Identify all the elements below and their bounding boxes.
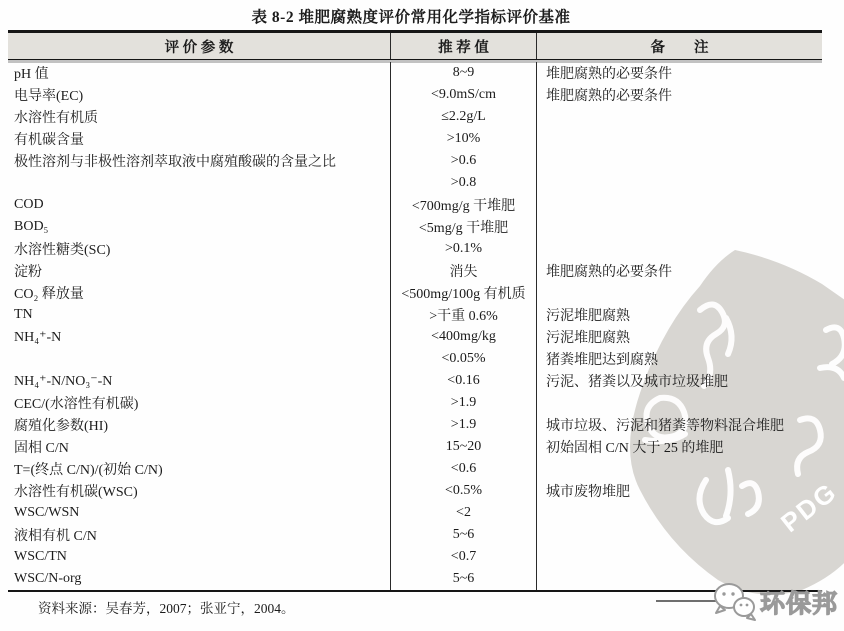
cell-parameter: 水溶性糖类(SC) [14,243,111,258]
cell-parameter: NH₄⁺-N [14,329,62,345]
cell-recommended-value: >1.9 [390,392,537,414]
cell-parameter: WSC/WSN [14,505,80,520]
cell-parameter: WSC/N-org [14,571,82,586]
cell-parameter: 腐殖化参数(HI) [14,419,109,434]
cell-remark [537,392,822,414]
logo-rule-line [656,600,718,602]
cell-recommended-value: 消失 [390,260,537,282]
cell-remark: 猪粪堆肥达到腐熟 [546,353,658,368]
cell-parameter: TN [14,307,33,322]
source-note: 资料来源：吴春芳，2007；张亚宁，2004。 [38,601,295,616]
cell-parameter: 有机碳含量 [14,133,84,148]
table-row [8,436,822,458]
logo-text: 环保邦 [760,590,839,618]
cell-parameter [8,172,390,194]
cell-recommended-value: 15~20 [390,436,537,458]
cell-remark [537,194,822,216]
cell-parameter: 水溶性有机质 [14,111,98,126]
cell-remark [537,458,822,480]
header-remarks: 备 注 [650,39,709,56]
cell-remark [537,546,822,568]
cell-recommended-value: 5~6 [390,524,537,546]
cell-recommended-value: >0.8 [390,172,537,194]
cell-parameter: 固相 C/N [14,441,69,456]
criteria-table [8,30,822,592]
cell-recommended-value: ≤2.2g/L [390,106,537,128]
cell-recommended-value: <0.7 [390,546,537,568]
cell-remark: 初始固相 C/N 大于 25 的堆肥 [546,441,724,456]
cell-parameter: BOD₅ [14,219,49,234]
cell-recommended-value: <0.5% [390,480,537,502]
cell-remark [537,106,822,128]
table-body [8,60,822,592]
table-row [8,194,822,216]
table-header-row [8,30,822,60]
cell-remark: 堆肥腐熟的必要条件 [546,89,672,104]
table-row [8,392,822,414]
table-row [8,150,822,172]
cell-parameter: 液相有机 C/N [14,529,97,544]
cell-recommended-value: <500mg/100g 有机质 [390,282,537,304]
cell-recommended-value: <700mg/g 干堆肥 [390,194,537,216]
table-row [8,106,822,128]
pdg-watermark-label: PDG [775,476,843,539]
cell-remark [537,524,822,546]
table-row [8,414,822,436]
cell-remark: 污泥堆肥腐熟 [546,331,630,346]
cell-parameter [8,348,390,370]
cell-remark [537,172,822,194]
cell-remark: 堆肥腐熟的必要条件 [546,265,672,280]
cell-recommended-value: >0.6 [390,150,537,172]
cell-recommended-value: 5~6 [390,568,537,590]
cell-recommended-value: >10% [390,128,537,150]
cell-parameter: 极性溶剂与非极性溶剂萃取液中腐殖酸碳的含量之比 [14,155,336,170]
table-row [8,546,822,568]
table-row [8,524,822,546]
cell-parameter: pH 值 [14,67,49,82]
cell-remark [537,502,822,524]
cell-remark: 城市废物堆肥 [546,485,630,500]
cell-remark [537,150,822,172]
huanbaobang-logo [656,580,841,628]
table-row [8,260,822,282]
table-row [8,238,822,260]
cell-parameter: T=(终点 C/N)/(初始 C/N) [14,463,163,478]
cell-recommended-value: <400mg/kg [390,326,537,348]
cell-recommended-value: >0.1% [390,238,537,260]
cell-remark [537,128,822,150]
table-row [8,326,822,348]
cell-remark: 城市垃圾、污泥和猪粪等物料混合堆肥 [546,419,784,434]
cell-parameter: NH₄⁺-N/NO₃⁻-N [14,373,113,389]
table-row [8,458,822,480]
table-row [8,172,822,194]
header-recommended-value: 推 荐 值 [390,33,537,59]
table-row [8,348,822,370]
cell-recommended-value: <2 [390,502,537,524]
table-row [8,304,822,326]
cell-recommended-value: >1.9 [390,414,537,436]
table-row [8,282,822,304]
table-row [8,84,822,106]
cell-parameter: 电导率(EC) [14,89,84,104]
cell-remark [537,282,822,304]
cell-parameter: COD [14,197,44,212]
cell-recommended-value: <0.16 [390,370,537,392]
cell-parameter: 淀粉 [14,265,42,280]
header-parameter: 评 价 参 数 [164,39,234,56]
cell-parameter: CO₂ 释放量 [14,287,84,302]
cell-parameter: WSC/TN [14,549,67,564]
cell-remark [537,216,822,238]
cell-recommended-value: <9.0mS/cm [390,84,537,106]
wechat-icon [710,580,758,629]
table-row [8,480,822,502]
table-row [8,128,822,150]
cell-recommended-value: <0.05% [390,348,537,370]
cell-remark: 污泥、猪粪以及城市垃圾堆肥 [546,375,728,390]
cell-recommended-value: 8~9 [390,62,537,84]
table-row [8,216,822,238]
cell-parameter: 水溶性有机碳(WSC) [14,485,138,500]
table-title: 表 8-2 堆肥腐熟度评价常用化学指标评价基准 [251,9,571,26]
cell-remark: 污泥堆肥腐熟 [546,309,630,324]
cell-remark: 堆肥腐熟的必要条件 [546,67,672,82]
table-row [8,62,822,84]
table-row [8,370,822,392]
cell-recommended-value: <5mg/g 干堆肥 [390,216,537,238]
cell-parameter: CEC/(水溶性有机碳) [14,397,139,412]
table-row [8,502,822,524]
cell-recommended-value: >干重 0.6% [390,304,537,326]
cell-recommended-value: <0.6 [390,458,537,480]
cell-remark [537,238,822,260]
